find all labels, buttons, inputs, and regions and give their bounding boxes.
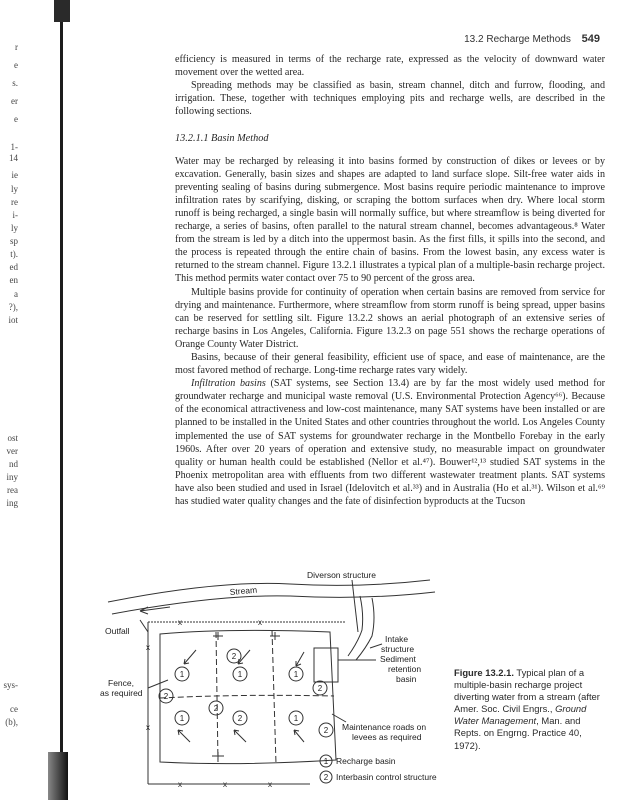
stream-bank-lower [112, 592, 435, 614]
margin-fragment: ing [6, 498, 18, 508]
figure-caption [454, 667, 604, 752]
fence-mark: x [268, 780, 272, 789]
flow-arrow [296, 652, 304, 666]
margin-fragment: re [11, 197, 18, 207]
margin-fragment: ed [9, 262, 18, 272]
label-levees-as-required: levees as required [352, 732, 422, 742]
diversion-leader [352, 580, 358, 632]
basin-number: 1 [179, 670, 185, 679]
legend-number-2: 2 [323, 773, 329, 782]
facing-page-fragments [0, 0, 40, 800]
running-header [440, 33, 600, 45]
fence-mark: x [146, 643, 150, 652]
intake-ditch-right [356, 598, 374, 660]
margin-fragment: t). [10, 249, 18, 259]
control-structure-mark [270, 632, 280, 640]
margin-fragment: ce [10, 704, 18, 714]
caption-label: Figure 13.2.1. [454, 667, 514, 678]
control-number: 2 [163, 692, 169, 701]
margin-fragment: 1- [10, 142, 18, 152]
margin-fragment: rea [7, 485, 18, 495]
page-number: 549 [581, 33, 600, 45]
chapter-section-title: 13.2 Recharge Methods [464, 34, 571, 45]
section-heading: 13.2.1.1 Basin Method [175, 133, 269, 145]
basin-paragraph-2: Multiple basins provide for continuity of operation when certain basins are removed from service for drying and maintenance. Furthermore, where streamflow from storm runoff is being spread, upper basins can be reserved for settling silt. Figure 13.2.2 shows an aerial photograph of an extensive series of recharge basins in Los Angeles, California. Figure 13.2.3 on page 551 shows the recharge operations of Orange County Water District. [175, 286, 605, 350]
label-fence: Fence, [108, 678, 134, 688]
basin-paragraph-4 [175, 377, 605, 508]
margin-fragment: nd [9, 459, 18, 469]
margin-fragment: iny [6, 472, 18, 482]
intro-paragraph-2: Spreading methods may be classified as basin, stream channel, ditch and furrow, flooding, and irrigation. These, together with techniques employing pits and recharge wells, are described in the following sections. [175, 80, 605, 118]
basin-number: 1 [293, 670, 299, 679]
flow-arrow [234, 730, 246, 742]
basin-paragraph-3: Basins, because of their general feasibility, efficient use of space, and ease of maintenance, are the most favored method of recharge. Long-time recharge rates vary widely. [175, 351, 605, 377]
label-retention: retention [388, 664, 422, 674]
sediment-retention-basin [314, 648, 338, 682]
basin-number: 1 [179, 714, 185, 723]
caption-text-2: , Man. and Repts. on Engrng. Practice 40, 1972). [454, 715, 582, 751]
basin-number: 1 [293, 714, 299, 723]
basin-plan-diagram [100, 570, 450, 790]
margin-fragment: ie [11, 170, 18, 180]
fence-mark: x [223, 780, 227, 789]
margin-fragment: ly [10, 184, 18, 194]
stream-bank-upper [108, 580, 430, 602]
flow-arrow [294, 730, 304, 742]
label-diversion-structure: Diverson structure [307, 570, 376, 580]
flow-arrow [178, 730, 190, 742]
body-text [175, 53, 605, 508]
label-as-required: as required [100, 688, 143, 698]
margin-fragment: s. [12, 78, 18, 88]
margin-fragment: i- [12, 210, 18, 220]
margin-fragment: a [14, 289, 18, 299]
fence-mark: x [178, 618, 182, 627]
basin-number: 1 [237, 670, 243, 679]
label-intake: Intake [385, 634, 409, 644]
margin-fragment: sp [9, 236, 18, 246]
margin-fragment: ly [10, 223, 18, 233]
basin-outer-levee [160, 630, 336, 763]
label-sediment: Sediment [380, 654, 416, 664]
binding-clip [54, 0, 70, 22]
caption-source-title: Ground Water Management [454, 703, 587, 727]
interior-levee-2 [272, 630, 276, 764]
basin-paragraph-1: Water may be recharged by releasing it into basins formed by construction of dikes or levees or by excavation. Generally, basin sizes and shapes are adapted to land surface slope. Silt-free water aids in preventing sealing of basins during submergence. Most basins require periodic maintenance to improve infiltration rates by scarifying, disking, or scraping the bottom surfaces when dry. Where local storm runoff is being recharged, a single basin will normally suffice, but where streamflow is being diverted for recharge, a series of basins, often parallel to the natural stream channel, becomes advantageous.⁸ Water from the stream is led by a ditch into the uppermost basin. As the first fills, it spills into the second, and the process is repeated through the entire chain of basins. From the lowest basin, any excess water is returned to the stream channel. Figure 13.2.1 illustrates a typical plan of a multiple-basin recharge project. This method permits water contact over 75 to 90 percent of the gross area. [175, 155, 605, 285]
fence-leader [148, 680, 168, 688]
fence-mark: x [258, 618, 262, 627]
margin-fragment: r [15, 42, 18, 52]
control-number: 2 [237, 714, 243, 723]
margin-fragment: e [14, 114, 18, 124]
intro-paragraph-1: efficiency is measured in terms of the recharge rate, expressed as the velocity of downward water movement over the wetted area. [175, 54, 605, 79]
margin-fragment: (b), [5, 717, 18, 727]
control-structure-mark [212, 752, 224, 760]
interior-levee-1 [213, 632, 219, 762]
label-basin: basin [396, 674, 417, 684]
margin-fragment: 14 [9, 153, 18, 163]
flow-arrow [184, 650, 196, 664]
caption-text-1: Typical plan of a multiple-basin recharge project diverting water from a stream (after Amer. Soc. Civil Engrs., [454, 667, 600, 715]
fence-mark: x [178, 780, 182, 789]
label-maintenance-roads: Maintenance roads on [342, 722, 427, 732]
binding-shadow [48, 752, 68, 800]
margin-fragment: ver [6, 446, 18, 456]
binding-line [60, 0, 63, 800]
control-structure-mark [213, 632, 223, 640]
label-outfall: Outfall [105, 626, 130, 636]
legend-recharge-basin: Recharge basin [336, 756, 396, 766]
control-number: 2 [323, 726, 329, 735]
legend-number-1: 1 [323, 757, 329, 766]
legend-interbasin-control: Interbasin control structure [336, 772, 437, 782]
basin-paragraph-4-text: (SAT systems, see Section 13.4) are by far the most widely used method for groundwater recharge and municipal waste removal (U.S. Environmental Protection Agency⁶⁶). Because of the economical attractiveness and low-cost maintenance, many SAT systems have been installed or are planned to be installed in the United States and other countries throughout the world. Los Angeles County implemented the use of SAT systems for groundwater recharge in the Montbello Forebay in the early 1960s. After over 20 years of operation and extensive study, no measurable impact on groundwater quality or human health could be established (Nellor et al.⁴⁷). Bouwer¹²,¹³ studied SAT systems in the Phoenix metropolitan area with effluents from two different wastewater treatment plants. SAT systems have also been studied and used in Israel (Idelovitch et al.³³) and in Australia (Ho et al.³¹). Wilson et al.⁶⁹ has studied water quality changes and the fate of disinfection byproducts at the Tucson [175, 378, 605, 507]
margin-fragment: iot [8, 315, 18, 325]
fence-mark: x [146, 723, 150, 732]
margin-fragment: en [9, 275, 18, 285]
control-number: 2 [213, 704, 219, 713]
infiltration-basins-term: Infiltration basins [191, 378, 266, 390]
control-number: 2 [317, 684, 323, 693]
margin-fragment: sys- [3, 680, 18, 690]
margin-fragment: ost [7, 433, 18, 443]
interior-levee-mid [160, 695, 334, 698]
control-number: 2 [231, 652, 237, 661]
label-stream: Stream [229, 584, 258, 597]
label-intake-structure: structure [381, 644, 415, 654]
margin-fragment: e [14, 60, 18, 70]
outfall-channel [140, 620, 148, 632]
margin-fragment: er [11, 96, 18, 106]
margin-fragment: ?), [8, 302, 18, 312]
figure-13-2-1 [100, 570, 450, 790]
